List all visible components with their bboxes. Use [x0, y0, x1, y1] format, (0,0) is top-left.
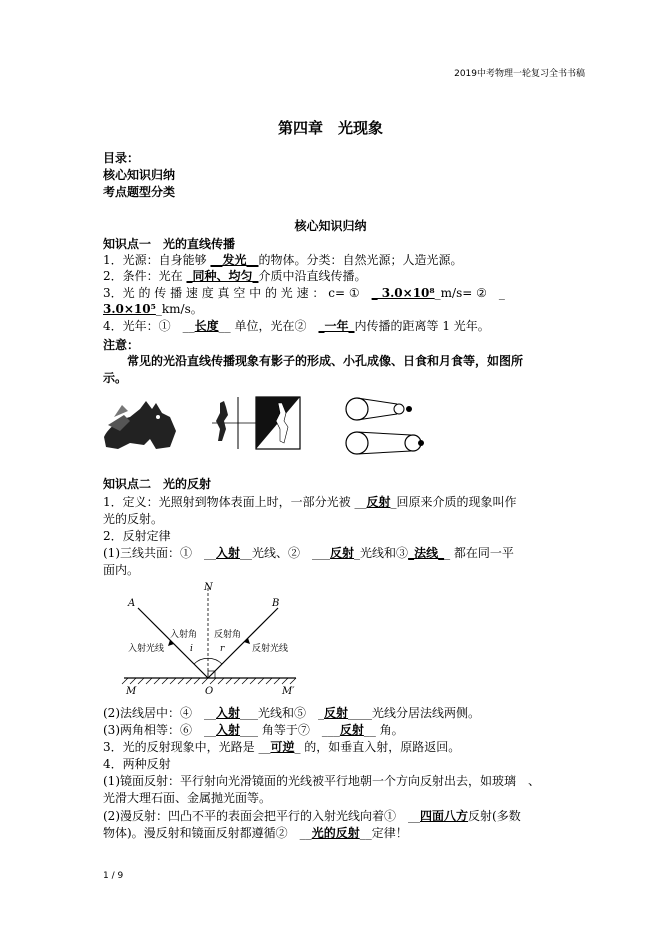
note-text: 示。 [103, 371, 128, 385]
label-b: B [272, 598, 280, 609]
label-a: A [128, 598, 136, 609]
note-text: 常见的光沿直线传播现象有影子的形成、小孔成像、日食和月食等，如图所 [103, 354, 524, 368]
kp2-line5: (3)两角相等：⑥ __入射___ 角等于⑦ ___反射__ 角。 [103, 723, 404, 737]
label-r: r [220, 644, 225, 654]
blank-answer: 反射 [330, 546, 355, 560]
kp2-line3b: 面内。 [103, 563, 140, 577]
blank-answer: 入射 [216, 723, 241, 737]
section-title: 核心知识归纳 [294, 219, 367, 233]
kp1-line3b: 3.0×10⁵_km/s。 [103, 302, 203, 316]
blank-answer: _法线_ [408, 546, 445, 560]
blank-answer: 3.0×10⁵ [103, 302, 156, 316]
chapter-title: 第四章 光现象 [277, 119, 383, 137]
label-i: i [190, 644, 193, 654]
page-header: 2019中考物理一轮复习全书书稿 [454, 69, 585, 79]
blank-answer: 光的反射 [311, 826, 360, 840]
pinhole-image [210, 395, 302, 451]
kp2-line1: 1．定义：光照射到物体表面上时，一部分光被 __反射_回原来介质的现象叫作 [103, 495, 517, 509]
blank-answer: 可逆 [270, 740, 295, 754]
label-m: M [126, 686, 137, 697]
kp2-line1b: 光的反射。 [103, 512, 164, 526]
kp2-line8b: 光滑大理石面、金属抛光面等。 [103, 791, 272, 805]
toc-item: 核心知识归纳 [103, 168, 176, 182]
label-o: O [205, 686, 214, 697]
kp1-title: 知识点一 光的直线传播 [103, 237, 236, 251]
kp2-line8: (1)镜面反射：平行射向光滑镜面的光线被平行地朝一个方向反射出去，如玻璃 、 [103, 774, 541, 788]
blank-answer: _ 3.0×10⁸ [371, 286, 435, 300]
kp2-line9: (2)漫反射：凹凸不平的表面会把平行的入射光线向着① __四面八方反射(多数 [103, 809, 521, 823]
kp2-line4: (2)法线居中：④ __入射___光线和⑤ _反射____光线分居法线两侧。 [103, 706, 481, 720]
kp2-line9b: 物体)。漫反射和镜面反射都遵循② __光的反射__定律！ [103, 826, 408, 840]
eclipse-diagram [345, 395, 435, 459]
blank-answer: __发光__ [210, 253, 259, 267]
label-m-prime: M′ [282, 686, 295, 697]
kp2-line7: 4．两种反射 [103, 757, 171, 771]
kp1-line1: 1．光源：自身能够 __发光__的物体。分类：自然光源；人造光源。 [103, 253, 463, 267]
kp2-title: 知识点二 光的反射 [103, 477, 212, 491]
blank-answer: _同种、均匀_ [186, 269, 259, 283]
note-label: 注意： [103, 338, 140, 352]
kp1-line2: 2．条件：光在 _同种、均匀_介质中沿直线传播。 [103, 269, 367, 283]
blank-answer: _一年_ [318, 319, 355, 333]
kp1-line3: 3．光 的 传 播 速 度 真 空 中 的 光 速 ： c= ① _ 3.0×10⁸_m/s= ② _ [103, 286, 505, 300]
kp1-line4: 4．光年：① __长度__ 单位，光在② _一年_内传播的距离等 1 光年。 [103, 319, 490, 333]
blank-answer: 入射 [216, 706, 241, 720]
kp2-line2: 2．反射定律 [103, 529, 171, 543]
toc-label: 目录： [103, 151, 140, 165]
label-reflect-angle: 反射角 [214, 630, 242, 640]
blank-answer: 入射 [216, 546, 241, 560]
kp2-line3: (1)三线共面：① __入射__光线、② ___反射_光线和③_法线__ 都在同一平 [103, 546, 514, 560]
blank-answer: 长度 [194, 319, 219, 333]
blank-answer: 反射 [324, 706, 349, 720]
label-reflect-ray: 反射光线 [252, 644, 289, 654]
kp2-line6: 3．光的反射现象中，光路是 __可逆_ 的，如垂直入射，原路返回。 [103, 740, 461, 754]
label-n: N [204, 582, 213, 593]
page-number: 1 / 9 [103, 871, 124, 881]
label-incident-ray: 入射光线 [128, 644, 165, 654]
reflection-diagram [110, 580, 310, 698]
blank-answer: 反射 [366, 495, 391, 509]
blank-answer: 反射 [339, 723, 364, 737]
hand-shadow-image [100, 395, 180, 451]
label-incident-angle: 入射角 [170, 630, 198, 640]
blank-answer: 四面八方 [420, 809, 469, 823]
toc-item: 考点题型分类 [103, 185, 176, 199]
